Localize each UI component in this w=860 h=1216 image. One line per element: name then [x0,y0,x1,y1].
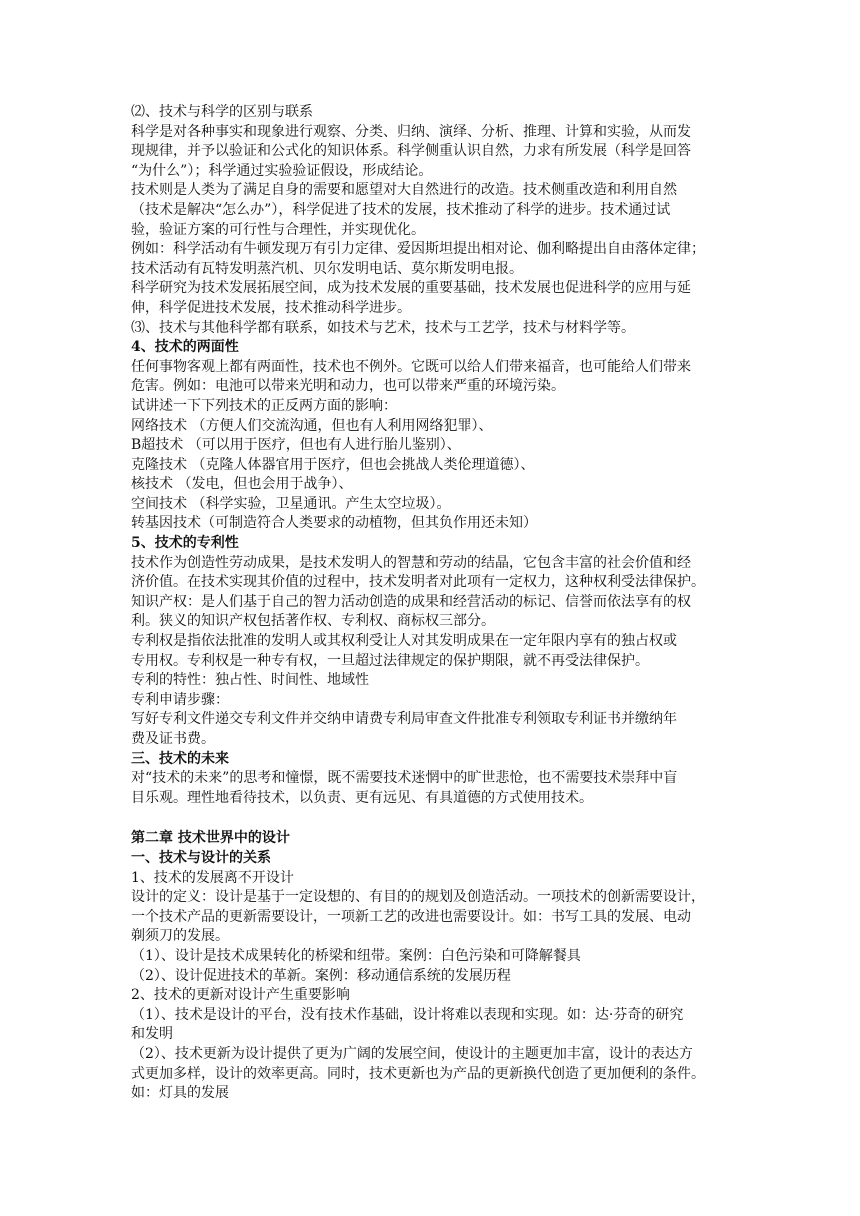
text-line: 如：灯具的发展 [131,1085,229,1102]
section-heading [131,338,737,358]
section-heading [131,534,737,554]
text-line: ⑶、技术与其他科学都有联系，如技术与艺术，技术与工艺学，技术与材料学等。 [131,319,635,336]
paragraph [131,103,737,123]
text-line: 和发明 [131,1026,173,1043]
text-line: 任何事物客观上都有两面性，技术也不例外。它既可以给人们带来福音，也可能给人们带来 [131,358,691,375]
text-line: 第二章 技术世界中的设计 [131,830,290,847]
document-body [131,103,737,1104]
paragraph [131,417,737,535]
text-line: 技术则是人类为了满足自身的需要和愿望对大自然进行的改造。技术侧重改造和利用自然 [131,182,677,199]
text-line: 4、技术的两面性 [131,339,239,356]
text-line: （1）、技术是设计的平台，没有技术作基础，设计将难以表现和实现。如：达·芬奇的研究 [131,1006,684,1023]
text-line: 试讲述一下下列技术的正反两方面的影响： [131,397,397,414]
text-line: 转基因技术（可制造符合人类要求的动植物，但其负作用还未知） [131,515,537,532]
blank-line [131,808,737,829]
text-line: 一、技术与设计的关系 [131,849,271,866]
text-line: 写好专利文件递交专利文件并交纳申请费专利局审查文件批准专利领取专利证书并缴纳年 [131,711,677,728]
text-line: 5、技术的专利性 [131,535,239,552]
text-line: 空间技术 （科学实验，卫星通讯。产生太空垃圾）。 [131,495,451,512]
paragraph [131,123,737,182]
paragraph [131,769,737,808]
paragraph [131,1045,737,1104]
paragraph [131,358,737,397]
text-line: 济价值。在技术实现其价值的过程中，技术发明者对此项有一定权力，这种权利受法律保护。 [131,574,705,591]
text-line: 1、技术的发展离不开设计 [131,869,294,886]
text-line: 核技术 （发电，但也会用于战争）、 [131,476,353,493]
paragraph [131,240,737,279]
paragraph [131,967,737,987]
text-line: （2）、技术更新为设计提供了更为广阔的发展空间，使设计的主题更加丰富，设计的表达方 [131,1045,693,1062]
text-line: 2、技术的更新对设计产生重要影响 [131,987,350,1004]
paragraph [131,632,737,671]
text-line: 三、技术的未来 [131,750,229,767]
paragraph [131,888,737,947]
text-line: 专利申请步骤： [131,691,229,708]
text-line: 剃须刀的发展。 [131,928,229,945]
text-line: （1）、设计是技术成果转化的桥梁和纽带。案例：白色污染和可降解餐具 [131,947,581,964]
text-line: “为什么”）；科学通过实验验证假设，形成结论。 [131,162,433,179]
text-line: 对“技术的未来”的思考和憧憬，既不需要技术迷惘中的旷世悲怆，也不需要技术崇拜中盲 [131,770,678,787]
paragraph [131,181,737,240]
text-line: 技术活动有瓦特发明蒸汽机、贝尔发明电话、莫尔斯发明电报。 [131,260,523,277]
text-line: 利。狭义的知识产权包括著作权、专利权、商标权三部分。 [131,613,495,630]
text-line: 专利的特性：独占性、时间性、地域性 [131,672,369,689]
paragraph [131,279,737,318]
text-line: B超技术 （可以用于医疗，但也有人进行胎儿鉴别）、 [131,437,461,454]
text-line: 知识产权：是人们基于自己的智力活动创造的成果和经营活动的标记、信誉而依法享有的权 [131,593,691,610]
paragraph [131,319,737,339]
paragraph [131,986,737,1006]
text-line: 克隆技术 （克隆人体器官用于医疗，但也会挑战人类伦理道德）、 [131,456,535,473]
text-line: 设计的定义：设计是基于一定设想的、有目的的规划及创造活动。一项技术的创新需要设计， [131,889,705,906]
text-line: 危害。例如：电池可以带来光明和动力，也可以带来严重的环境污染。 [131,378,565,395]
text-line: 科学是对各种事实和现象进行观察、分类、归纳、演绎、分析、推理、计算和实验，从而发 [131,123,691,140]
paragraph [131,593,737,632]
paragraph [131,397,737,417]
paragraph [131,869,737,889]
paragraph [131,691,737,711]
text-line: ⑵、技术与科学的区别与联系 [131,104,313,120]
text-line: 验，验证方案的可行性与合理性，并实现优化。 [131,221,425,238]
text-line: 专用权。专利权是一种专有权，一旦超过法律规定的保护期限，就不再受法律保护。 [131,652,649,669]
text-line: 现规律，并予以验证和公式化的知识体系。科学侧重认识自然，力求有所发展（科学是回答 [131,143,691,160]
text-line: 伸，科学促进技术发展，技术推动科学进步。 [131,299,411,316]
text-line: 一个技术产品的更新需要设计，一项新工艺的改进也需要设计。如：书写工具的发展、电动 [131,908,691,925]
text-line: 目乐观。理性地看待技术，以负责、更有远见、有具道德的方式使用技术。 [131,789,593,806]
text-line: （技术是解决“怎么办”），科学促进了技术的发展，技术推动了科学的进步。技术通过试 [131,201,671,218]
paragraph [131,1006,737,1045]
text-line: 科学研究为技术发展拓展空间，成为技术发展的重要基础，技术发展也促进科学的应用与延 [131,280,691,297]
text-line: 式更加多样，设计的效率更高。同时，技术更新也为产品的更新换代创造了更加便利的条件。 [131,1065,705,1082]
section-heading [131,849,737,869]
paragraph [131,671,737,691]
text-line: 专利权是指依法批准的发明人或其权利受让人对其发明成果在一定年限内享有的独占权或 [131,633,677,650]
paragraph [131,710,737,749]
text-line: 费及证书费。 [131,731,215,747]
text-line: （2）、设计促进技术的革新。案例：移动通信系统的发展历程 [131,967,511,984]
section-heading [131,829,737,849]
text-line: 例如：科学活动有牛顿发现万有引力定律、爱因斯坦提出相对论、伽利略提出自由落体定律； [131,241,705,258]
text-line: 技术作为创造性劳动成果，是技术发明人的智慧和劳动的结晶，它包含丰富的社会价值和经 [131,554,691,571]
section-heading [131,750,737,770]
paragraph [131,554,737,593]
paragraph [131,947,737,967]
text-line: 网络技术 （方便人们交流沟通，但也有人利用网络犯罪）、 [131,417,493,434]
